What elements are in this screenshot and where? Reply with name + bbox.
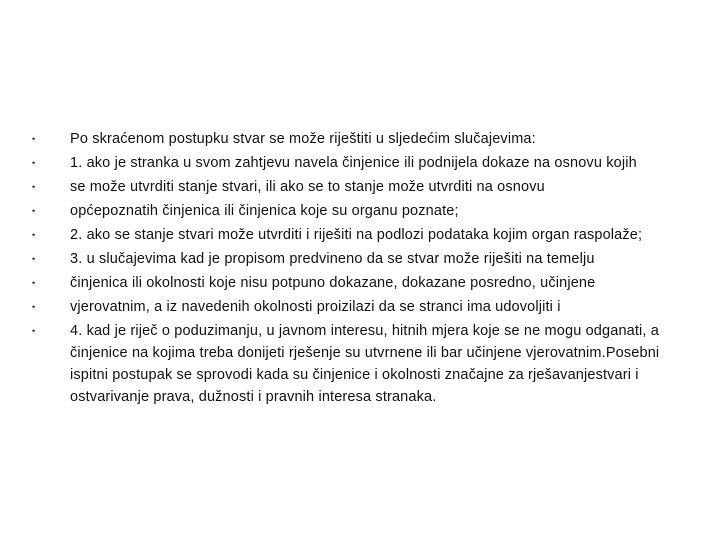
bullet-text: 3. u slučajevima kad je propisom predvineno da se stvar može riješiti na temelju xyxy=(70,251,595,267)
bullet-item xyxy=(28,152,678,174)
bullet-icon: • xyxy=(32,158,36,168)
bullet-text: se može utvrditi stanje stvari, ili ako se to stanje može utvrditi na osnovu xyxy=(70,179,545,195)
bullet-icon: • xyxy=(32,134,36,144)
bullet-item xyxy=(28,224,678,246)
bullet-icon: • xyxy=(32,326,36,336)
bullet-text: 1. ako je stranka u svom zahtjevu navela činjenice ili podnijela dokaze na osnovu kojih xyxy=(70,155,637,171)
bullet-text: činjenica ili okolnosti koje nisu potpuno dokazane, dokazane posredno, učinjene xyxy=(70,275,596,291)
bullet-text: Po skraćenom postupku stvar se može riještiti u sljedećim slučajevima: xyxy=(70,131,536,147)
bullet-icon: • xyxy=(32,182,36,192)
bullet-item xyxy=(28,296,678,318)
bullet-icon: • xyxy=(32,230,36,240)
bullet-item xyxy=(28,128,678,150)
bullet-item xyxy=(28,320,678,408)
bullet-icon: • xyxy=(32,302,36,312)
bullet-icon: • xyxy=(32,206,36,216)
bullet-item xyxy=(28,176,678,198)
bullet-text: 4. kad je riječ o poduzimanju, u javnom interesu, hitnih mjera koje se ne mogu odganati, a činjenice na kojima treba donijeti rješenje su utvrnene ili bar učinjene vjerovatnim.Posebni ispitni postupak se sprovodi kada su činjenice i okolnosti značajne za rješavanjestvari i ostvarivanje prava, dužnosti i pravnih interesa stranaka. xyxy=(70,323,660,405)
bullet-list xyxy=(28,128,678,410)
bullet-item xyxy=(28,200,678,222)
bullet-text: općepoznatih činjenica ili činjenica koje su organu poznate; xyxy=(70,203,459,219)
bullet-icon: • xyxy=(32,278,36,288)
bullet-text: 2. ako se stanje stvari može utvrditi i riješiti na podlozi podataka kojim organ raspolaže; xyxy=(70,227,643,243)
bullet-item xyxy=(28,272,678,294)
bullet-item xyxy=(28,248,678,270)
bullet-text: vjerovatnim, a iz navedenih okolnosti proizilazi da se stranci ima udovoljiti i xyxy=(70,299,561,315)
bullet-icon: • xyxy=(32,254,36,264)
